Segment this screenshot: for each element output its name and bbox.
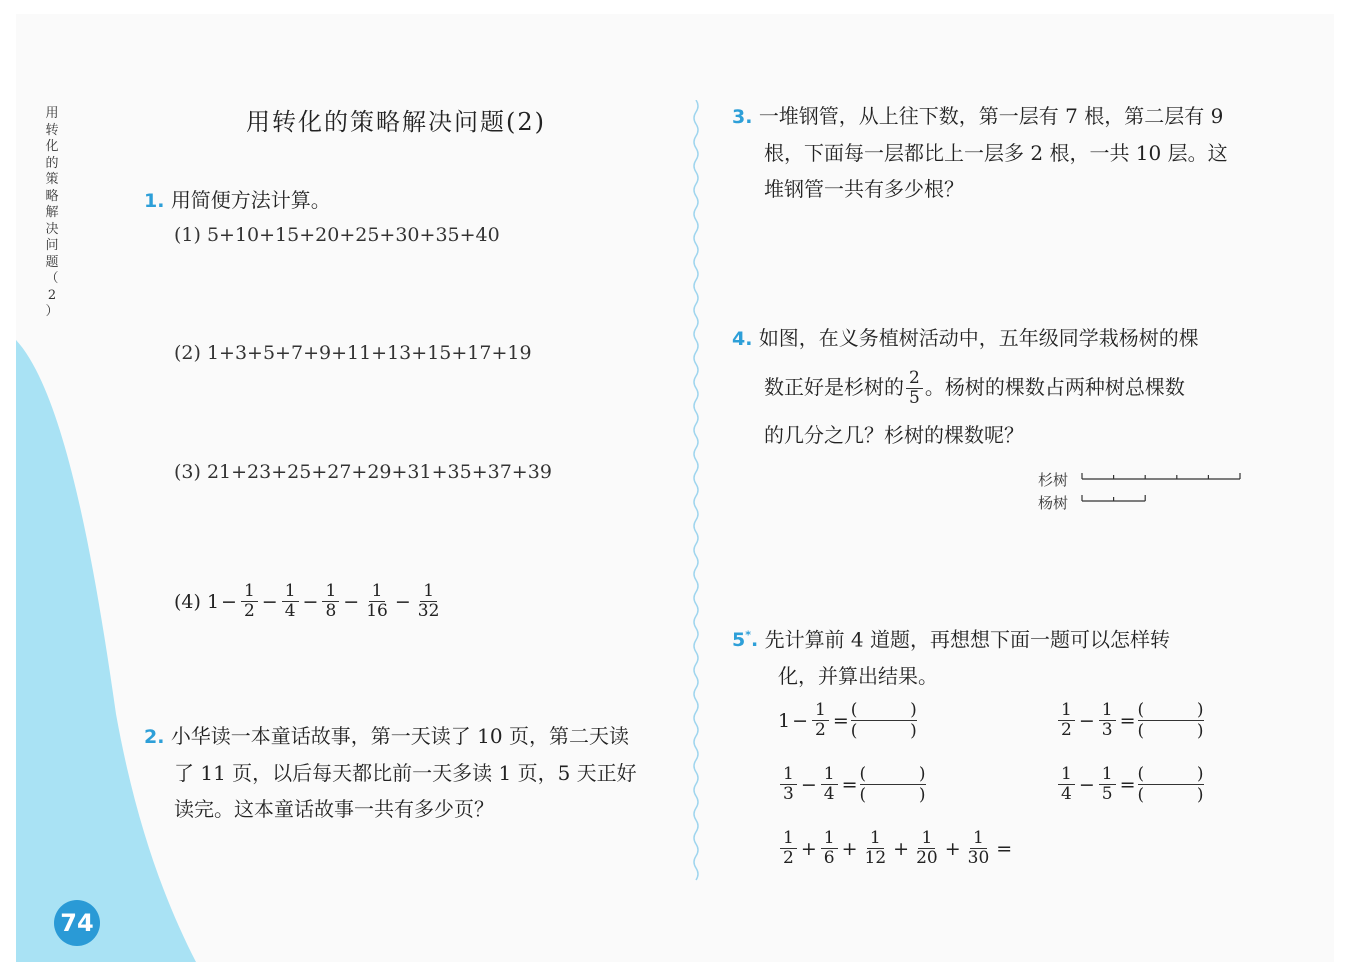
question-text-line: 数正好是杉树的 $\frac{2}{5}$ 。杨树的棵数占两种树总棵数	[764, 368, 1185, 408]
fraction: $\frac{1}{3}$	[1099, 701, 1116, 740]
q1-part-4	[174, 582, 444, 621]
fraction: $\frac{1}{2}$	[780, 829, 797, 868]
answer-blank[interactable]: ( ) ( )	[1137, 700, 1204, 741]
question-text-line: 了 11 页，以后每天都比前一天多读 1 页，5 天正好	[174, 761, 637, 785]
fraction: $\frac{1}{4}$	[821, 765, 838, 804]
page-number-badge: 74	[54, 900, 100, 946]
question-number: 1.	[144, 190, 165, 212]
question-text-line: 如图，在义务植树活动中，五年级同学栽杨树的棵	[758, 326, 1199, 350]
fraction: $\frac{1}{6}$	[821, 829, 838, 868]
fraction: $\frac{1}{20}$	[916, 828, 938, 868]
equation-1: 1 − $\frac{1}{2}$ = ( ) ( )	[778, 700, 917, 741]
question-text-line: 一堆钢管，从上往下数，第一层有 7 根，第二层有 9	[758, 104, 1224, 128]
question-3	[732, 98, 1252, 207]
fraction: $\frac{1}{4}$	[282, 582, 299, 621]
fraction: $\frac{1}{4}$	[1058, 765, 1075, 804]
page-title: 用转化的策略解决问题(2)	[246, 108, 546, 136]
fraction: $\frac{1}{5}$	[1099, 765, 1116, 804]
center-divider	[686, 100, 706, 890]
fraction: $\frac{1}{30}$	[967, 828, 990, 868]
minus-sign: −	[261, 590, 278, 613]
label-shanshu: 杉树	[1038, 471, 1069, 489]
question-text-line: 根，下面每一层都比上一层多 2 根，一共 10 层。这	[764, 141, 1228, 165]
equation-2: $\frac{1}{2}$ − $\frac{1}{3}$ = ( ) ( )	[1056, 700, 1204, 741]
equation-3: $\frac{1}{3}$ − $\frac{1}{4}$ = ( ) ( )	[778, 764, 926, 805]
question-number: 5*.	[732, 629, 759, 652]
question-4	[732, 314, 1252, 459]
answer-blank[interactable]: ( ) ( )	[850, 700, 917, 741]
minus-sign: −	[221, 590, 237, 613]
question-number: 4.	[732, 328, 753, 350]
sidebar-title: 用 转 化 的 策 略 解 决 问 题 （ 2 ）	[45, 106, 59, 319]
segment-diagram	[1078, 470, 1246, 510]
question-text-line: 堆钢管一共有多少根？	[764, 177, 964, 201]
minus-sign: −	[302, 590, 319, 613]
question-1	[144, 182, 331, 219]
question-text-line: 化，并算出结果。	[778, 664, 938, 689]
question-text: 用简便方法计算。	[170, 188, 331, 212]
q1-part-2: (2) 1+3+5+7+9+11+13+15+17+19	[174, 342, 532, 364]
question-text-line: 小华读一本童话故事，第一天读了 10 页，第二天读	[170, 724, 629, 748]
question-text-line: 读完。这本童话故事一共有多少页？	[174, 797, 494, 821]
fraction: $\frac{2}{5}$	[906, 369, 923, 408]
fraction: $\frac{1}{3}$	[780, 765, 797, 804]
label-yangshu: 杨树	[1038, 494, 1069, 512]
equation-5: $\frac{1}{2}$ + $\frac{1}{6}$ + $\frac{1}{12}$ + $\frac{1}{20}$ + $\frac{1}{30}$ =	[778, 829, 1014, 868]
fraction: $\frac{1}{32}$	[417, 581, 440, 621]
q1-part-3: (3) 21+23+25+27+29+31+35+37+39	[174, 461, 552, 483]
fraction: $\frac{1}{8}$	[322, 582, 339, 621]
question-number: 3.	[732, 106, 753, 128]
minus-sign: −	[343, 590, 360, 613]
fraction: $\frac{1}{12}$	[864, 828, 887, 868]
q1-part-4-prefix: (4) 1	[174, 590, 220, 613]
question-number: 2.	[144, 726, 165, 748]
workbook-page	[16, 14, 1334, 962]
minus-sign: −	[394, 590, 411, 613]
question-text-line: 的几分之几？杉树的棵数呢？	[764, 423, 1024, 447]
answer-blank[interactable]: ( ) ( )	[859, 764, 926, 805]
q1-part-1: (1) 5+10+15+20+25+30+35+40	[174, 224, 500, 246]
question-text-line: 先计算前 4 道题，再想想下面一题可以怎样转	[764, 627, 1171, 652]
fraction: $\frac{1}{16}$	[366, 581, 388, 621]
fraction: $\frac{1}{2}$	[1058, 701, 1075, 740]
question-5	[732, 618, 1262, 694]
answer-blank[interactable]: ( ) ( )	[1137, 764, 1204, 805]
equation-4: $\frac{1}{4}$ − $\frac{1}{5}$ = ( ) ( )	[1056, 764, 1204, 805]
question-2	[144, 718, 674, 827]
fraction: $\frac{1}{2}$	[241, 582, 258, 621]
fraction: $\frac{1}{2}$	[812, 701, 829, 740]
